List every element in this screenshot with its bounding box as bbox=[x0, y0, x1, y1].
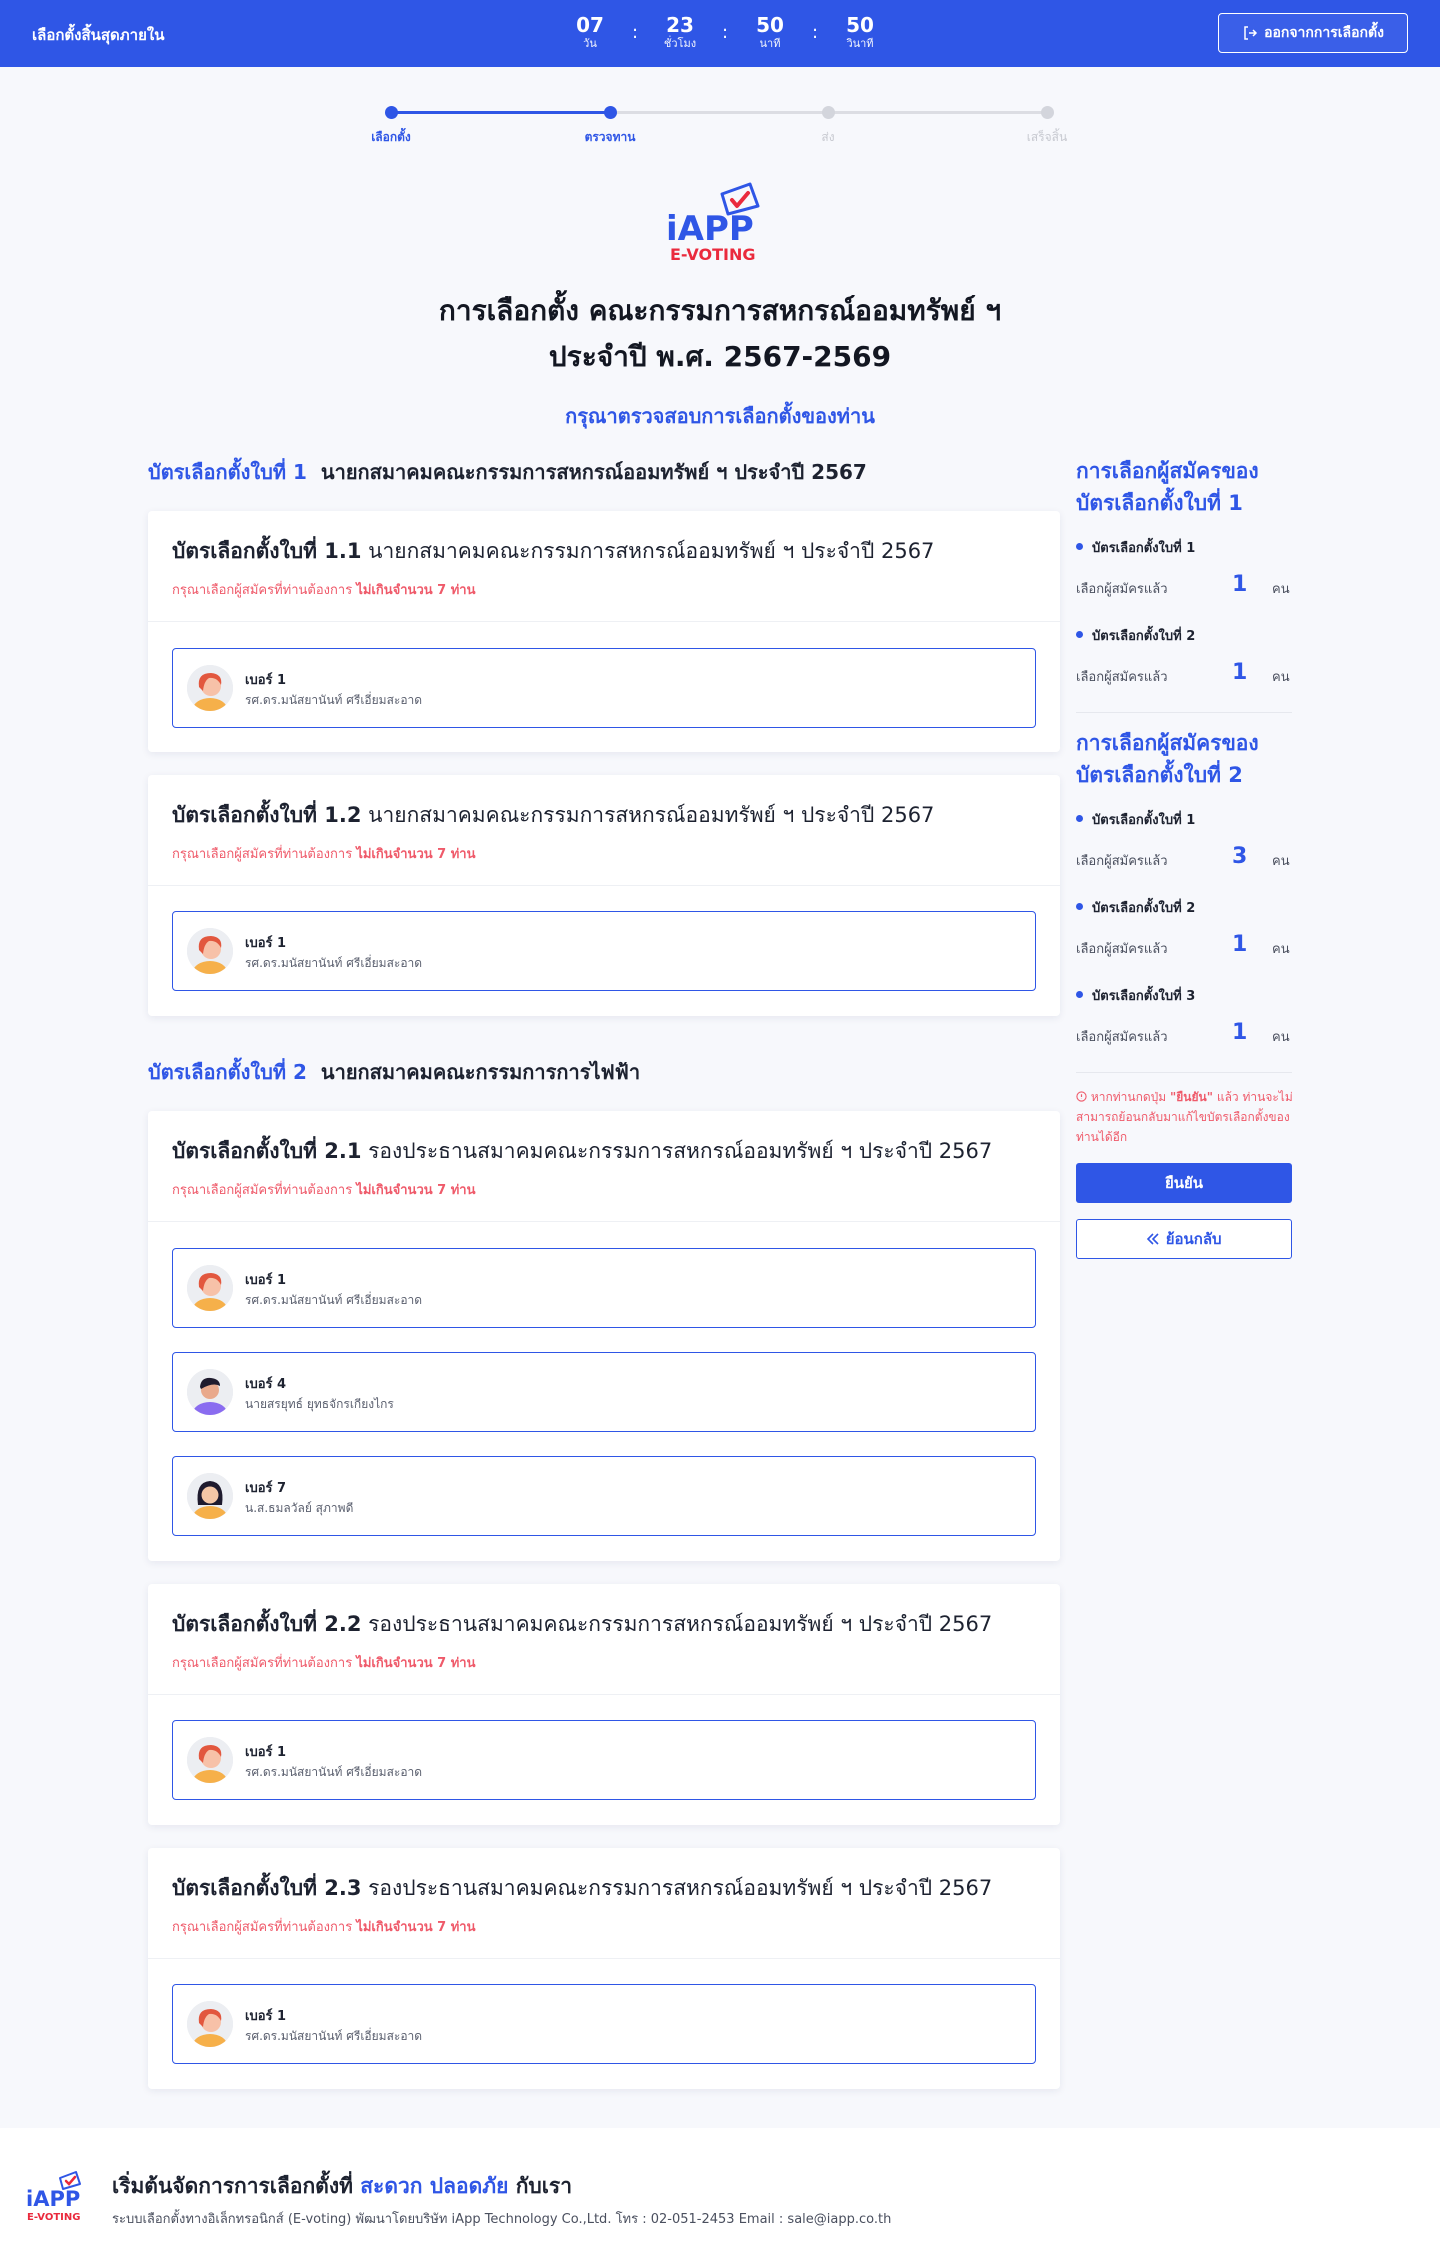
candidate-card[interactable]: เบอร์ 1 รศ.ดร.มนัสยานันท์ ศรีเอี่ยมสะอาด bbox=[172, 1720, 1036, 1800]
confirm-warning: หากท่านกดปุ่ม "ยืนยัน" แล้ว ท่านจะไม่สามารถย้อนกลับมาแก้ไขบัตรเลือกตั้งของท่านได้อีก bbox=[1076, 1090, 1293, 1144]
timer-seconds: 50 วินาที bbox=[846, 13, 874, 50]
ballot-card: บัตรเลือกตั้งใบที่ 2.2 รองประธานสมาคมคณะกรรมการสหกรณ์ออมทรัพย์ ฯ ประจำปี 2567 กรุณาเลือกผู้สมัครที่ท่านต้องการ ไม่เกินจำนวน 7 ท่าน เบอร์ 1 รศ.ดร.มนัสยานันท์ ศรีเอี่ยมสะอาด bbox=[148, 1584, 1060, 1825]
summary-ballot-label: บัตรเลือกตั้งใบที่ 3 bbox=[1076, 985, 1195, 1006]
woman-black-hair-avatar-icon bbox=[187, 1473, 233, 1519]
woman-avatar-icon bbox=[187, 928, 233, 974]
exit-election-button[interactable]: ออกจากการเลือกตั้ง bbox=[1218, 13, 1408, 53]
step-dot-done bbox=[1041, 106, 1054, 119]
ballot-card: บัตรเลือกตั้งใบที่ 2.3 รองประธานสมาคมคณะกรรมการสหกรณ์ออมทรัพย์ ฯ ประจำปี 2567 กรุณาเลือกผู้สมัครที่ท่านต้องการ ไม่เกินจำนวน 7 ท่าน เบอร์ 1 รศ.ดร.มนัสยานันท์ ศรีเอี่ยมสะอาด bbox=[148, 1848, 1060, 2089]
woman-avatar-icon bbox=[187, 1265, 233, 1311]
step-dot-review bbox=[604, 106, 617, 119]
woman-avatar-icon bbox=[187, 1737, 233, 1783]
step-label-submit: ส่ง bbox=[821, 130, 835, 144]
ballot-card: บัตรเลือกตั้งใบที่ 1.2 นายกสมาคมคณะกรรมการสหกรณ์ออมทรัพย์ ฯ ประจำปี 2567 กรุณาเลือกผู้สมัครที่ท่านต้องการ ไม่เกินจำนวน 7 ท่าน เบอร์ 1 รศ.ดร.มนัสยานันท์ ศรีเอี่ยมสะอาด bbox=[148, 775, 1060, 1016]
review-subtitle: กรุณาตรวจสอบการเลือกตั้งของท่าน bbox=[565, 404, 875, 428]
footer-title: เริ่มต้นจัดการการเลือกตั้งที่ สะดวก ปลอดภัย กับเรา bbox=[112, 2174, 572, 2198]
svg-text:iAPP: iAPP bbox=[26, 2187, 81, 2211]
timer-hours: 23 ชั่วโมง bbox=[663, 13, 697, 50]
woman-avatar-icon bbox=[187, 2001, 233, 2047]
timer-minutes: 50 นาที bbox=[756, 13, 784, 50]
footer-logo bbox=[24, 2170, 94, 2224]
footer bbox=[0, 2128, 1440, 2264]
ballot-2-heading: บัตรเลือกตั้งใบที่ 2 นายกสมาคมคณะกรรมการการไฟฟ้า bbox=[148, 1060, 641, 1084]
candidate-card[interactable]: เบอร์ 1 รศ.ดร.มนัสยานันท์ ศรีเอี่ยมสะอาด bbox=[172, 911, 1036, 991]
step-label-review: ตรวจทาน bbox=[584, 130, 636, 144]
summary-ballot-label: บัตรเลือกตั้งใบที่ 2 bbox=[1076, 625, 1195, 646]
confirm-button[interactable]: ยืนยัน bbox=[1076, 1163, 1292, 1203]
logout-icon bbox=[1242, 25, 1258, 41]
step-dot-submit bbox=[822, 106, 835, 119]
back-button[interactable]: ย้อนกลับ bbox=[1076, 1219, 1292, 1259]
deadline-label: เลือกตั้งสิ้นสุดภายใน bbox=[32, 26, 165, 44]
summary-count-row: เลือกผู้สมัครแล้ว 1 คน bbox=[1076, 572, 1290, 597]
woman-avatar-icon bbox=[187, 665, 233, 711]
timer-days: 07 วัน bbox=[576, 13, 604, 50]
info-icon bbox=[1076, 1091, 1087, 1102]
ballot-card: บัตรเลือกตั้งใบที่ 2.1 รองประธานสมาคมคณะกรรมการสหกรณ์ออมทรัพย์ ฯ ประจำปี 2567 กรุณาเลือกผู้สมัครที่ท่านต้องการ ไม่เกินจำนวน 7 ท่าน เบอร์ 1 รศ.ดร.มนัสยานันท์ ศรีเอี่ยมสะอาด เบอร์ 4 นายสรยุทธ์ ยุทธจักรเกียงไกร เบอร์ 7 น.ส.ธมลวัลย์ สุภาพดี bbox=[148, 1111, 1060, 1561]
ballot-card: บัตรเลือกตั้งใบที่ 1.1 นายกสมาคมคณะกรรมการสหกรณ์ออมทรัพย์ ฯ ประจำปี 2567 กรุณาเลือกผู้สมัครที่ท่านต้องการ ไม่เกินจำนวน 7 ท่าน เบอร์ 1 รศ.ดร.มนัสยานันท์ ศรีเอี่ยมสะอาด bbox=[148, 511, 1060, 752]
step-connector bbox=[391, 111, 611, 114]
summary-group-1-title: การเลือกผู้สมัครของ บัตรเลือกตั้งใบที่ 1 bbox=[1076, 459, 1259, 515]
candidate-card[interactable]: เบอร์ 1 รศ.ดร.มนัสยานันท์ ศรีเอี่ยมสะอาด bbox=[172, 1248, 1036, 1328]
step-label-vote: เลือกตั้ง bbox=[371, 130, 411, 144]
ballot-1-heading: บัตรเลือกตั้งใบที่ 1 นายกสมาคมคณะกรรมการสหกรณ์ออมทรัพย์ ฯ ประจำปี 2567 bbox=[148, 460, 867, 484]
step-dot-vote bbox=[385, 106, 398, 119]
summary-ballot-label: บัตรเลือกตั้งใบที่ 1 bbox=[1076, 537, 1195, 558]
candidate-card[interactable]: เบอร์ 1 รศ.ดร.มนัสยานันท์ ศรีเอี่ยมสะอาด bbox=[172, 1984, 1036, 2064]
candidate-card[interactable]: เบอร์ 7 น.ส.ธมลวัลย์ สุภาพดี bbox=[172, 1456, 1036, 1536]
footer-contact: ระบบเลือกตั้งทางอิเล็กทรอนิกส์ (E-voting) พัฒนาโดยบริษัท iApp Technology Co.,Ltd. โทร : 02-051-2453 Email : sale@iapp.co.th bbox=[112, 2212, 892, 2227]
step-connector bbox=[829, 111, 1047, 114]
candidate-card[interactable]: เบอร์ 1 รศ.ดร.มนัสยานันท์ ศรีเอี่ยมสะอาด bbox=[172, 648, 1036, 728]
top-bar bbox=[0, 0, 1440, 67]
countdown-timer: 07 วัน : 23 ชั่วโมง : 50 นาที : 50 วินาที bbox=[560, 13, 890, 53]
svg-text:iAPP: iAPP bbox=[666, 209, 754, 249]
man-avatar-icon bbox=[187, 1369, 233, 1415]
summary-ballot-label: บัตรเลือกตั้งใบที่ 1 bbox=[1076, 809, 1195, 830]
step-label-done: เสร็จสิ้น bbox=[1026, 130, 1068, 144]
summary-count-row: เลือกผู้สมัครแล้ว 3 คน bbox=[1076, 844, 1290, 869]
summary-count-row: เลือกผู้สมัครแล้ว 1 คน bbox=[1076, 660, 1290, 685]
summary-group-2-title: การเลือกผู้สมัครของ บัตรเลือกตั้งใบที่ 2 bbox=[1076, 731, 1259, 787]
svg-text:E-VOTING: E-VOTING bbox=[27, 2212, 81, 2223]
progress-steps bbox=[0, 100, 1440, 150]
candidate-card[interactable]: เบอร์ 4 นายสรยุทธ์ ยุทธจักรเกียงไกร bbox=[172, 1352, 1036, 1432]
summary-count-row: เลือกผู้สมัครแล้ว 1 คน bbox=[1076, 932, 1290, 957]
step-connector bbox=[611, 111, 829, 114]
summary-ballot-label: บัตรเลือกตั้งใบที่ 2 bbox=[1076, 897, 1195, 918]
iapp-evoting-logo bbox=[658, 180, 784, 266]
page-title: การเลือกตั้ง คณะกรรมการสหกรณ์ออมทรัพย์ ฯ ประจำปี พ.ศ. 2567-2569 bbox=[438, 294, 1002, 373]
summary-count-row: เลือกผู้สมัครแล้ว 1 คน bbox=[1076, 1020, 1290, 1045]
svg-text:E-VOTING: E-VOTING bbox=[670, 245, 756, 264]
double-chevron-left-icon bbox=[1146, 1233, 1160, 1245]
